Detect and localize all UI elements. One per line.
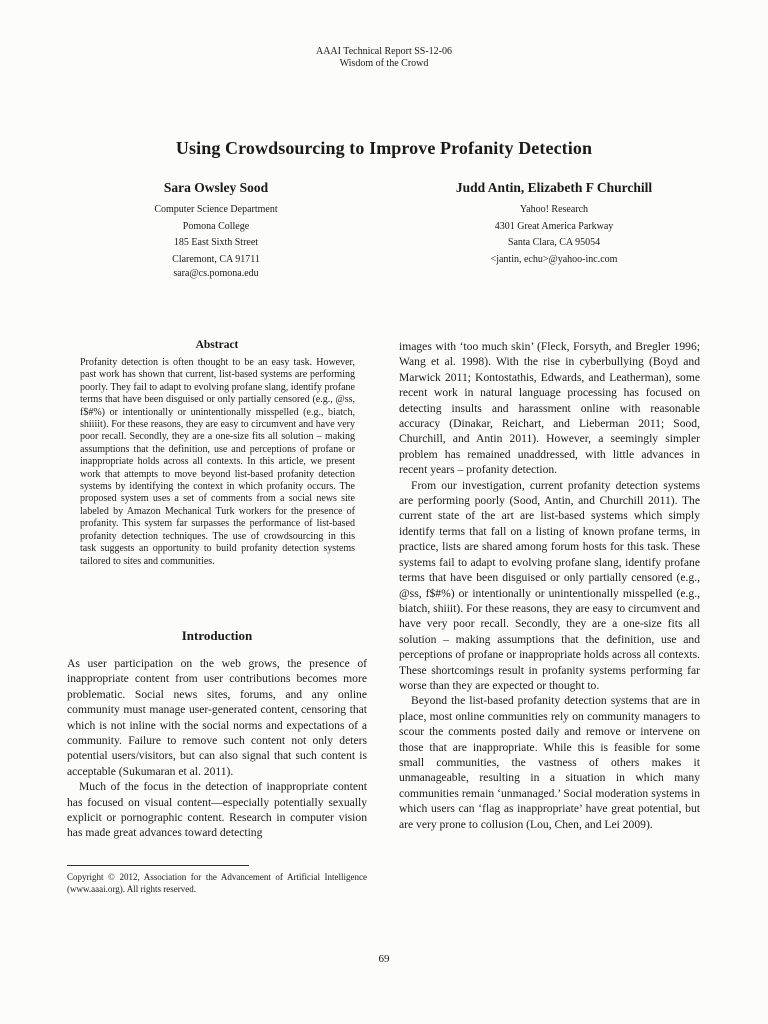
paragraph: From our investigation, current profanity detection systems are performing poorly (Sood, Antin, and Churchill 2011). The current state of the art are list-based systems which simply identify terms that fall on a listing of known profane terms, in practice, lists are shared among forum hosts for this task. These systems fail to adapt to evolving profane slang, identify profane terms that have been disguised or only partially censored (e.g., @ss, f$#%) or intentionally or unintentionally misspelled (e.g., biatch, shiiit). For these reasons, they are easy to circumvent and have very poor recall. Secondly, they are a one-size fits all solution – making assumptions that the definition, use and perceptions of profane or inappropriate holds across all contexts. These shortcomings result in profanity systems performing far worse than they are expected or thought to.	[399, 478, 700, 692]
copyright-footnote: Copyright © 2012, Association for the Advancement of Artificial Intelligence (www.aaai.org). All rights reserved.	[67, 872, 367, 894]
affiliation-line: Santa Clara, CA 95054	[507, 237, 601, 248]
author-block-1	[84, 180, 348, 280]
right-column-body	[399, 339, 700, 832]
author-email: sara@cs.pomona.edu	[173, 268, 259, 279]
introduction-heading: Introduction	[181, 628, 253, 643]
abstract-heading: Abstract	[195, 339, 239, 351]
author-affiliation	[84, 202, 348, 280]
affiliation-line: 185 East Sixth Street	[173, 237, 259, 248]
page-number: 69	[378, 953, 390, 965]
report-header-line-2: Wisdom of the Crowd	[339, 58, 429, 69]
author-email: <jantin, echu>@yahoo-inc.com	[490, 253, 618, 265]
paragraph: Beyond the list-based profanity detection systems that are in place, most online communities rely on community managers to scour the comments posted daily and remove or intervene on those that are inappropriate. While this is feasible for some small communities, the vastness of others makes it unmanageable, resulting in a situation in which many communities remain ‘unmanaged.’ Social moderation systems in which users can ‘flag as inappropriate’ have great potential, but are very prone to collusion (Lou, Chen, and Lei 2009).	[399, 694, 700, 831]
affiliation-line: Pomona College	[182, 220, 250, 232]
paragraph: images with ‘too much skin’ (Fleck, Forsyth, and Bregler 1996; Wang et al. 1998). With the rise in cyberbullying (Boyd and Marwick 2011; Kontostathis, Edwards, and Leatherman), some recent work in natural language processing has focused on detecting insults and harassment online with reasonable accuracy (Dinakar, Reichart, and Lieberman 2011; Sood, Churchill, and Antin 2011). However, a seemingly simpler problem has remained unaddressed, with little advances in recent years – profanity detection.	[399, 340, 700, 477]
author-name: Judd Antin, Elizabeth F Churchill	[455, 180, 653, 195]
affiliation-line: Computer Science Department	[154, 204, 278, 215]
report-header	[0, 46, 768, 70]
affiliation-line: Claremont, CA 91711	[172, 253, 260, 265]
footnote-divider	[67, 865, 249, 866]
author-block-2	[404, 180, 704, 268]
paragraph: Much of the focus in the detection of inappropriate content has focused on visual content—especially potentially sexually explicit or pornographic content. Research in computer vision has made great advances toward detecting	[67, 780, 367, 840]
report-header-line-1: AAAI Technical Report SS-12-06	[315, 46, 453, 57]
affiliation-line: Yahoo! Research	[519, 204, 589, 215]
author-name: Sara Owsley Sood	[163, 180, 269, 195]
paper-title: Using Crowdsourcing to Improve Profanity Detection	[175, 138, 593, 158]
paragraph: As user participation on the web grows, the presence of inappropriate content from user contributions becomes more problematic. Social news sites, forums, and any online community must manage user-generated content, censoring that which is not inline with the social norms and expectations of a community. Failure to remove such content not only deters potential users/visitors, but can also signal that such content is acceptable (Sukumaran et al. 2011).	[67, 657, 367, 778]
affiliation-line: 4301 Great America Parkway	[494, 220, 614, 232]
introduction-body	[67, 656, 367, 841]
abstract-text: Profanity detection is often thought to be an easy task. However, past work has shown that current, list-based systems are performing poorly. They fail to adapt to evolving profane slang, identify profane terms that have been disguised or only partially censored (e.g., @ss, f$#%) or intentionally or unintentionally misspelled (e.g., biatch, shiiiit). For these reasons, they are easy to circumvent and have very poor recall. Secondly, they are a one-size fits all solution – making assumptions that the definition, use and perceptions of profane or inappropriate holds across all contexts. In this article, we present work that attempts to move beyond list-based profanity detection systems by identifying the context in which profanity occurs. The proposed system uses a set of comments from a social news site labeled by Amazon Mechanical Turk workers for the presence of profanity. This system far surpasses the performance of list-based profanity detection techniques. The use of crowdsourcing in this task suggests an opportunity to build profanity detection systems tailored to sites and communities.	[80, 357, 355, 567]
author-affiliation	[404, 202, 704, 268]
